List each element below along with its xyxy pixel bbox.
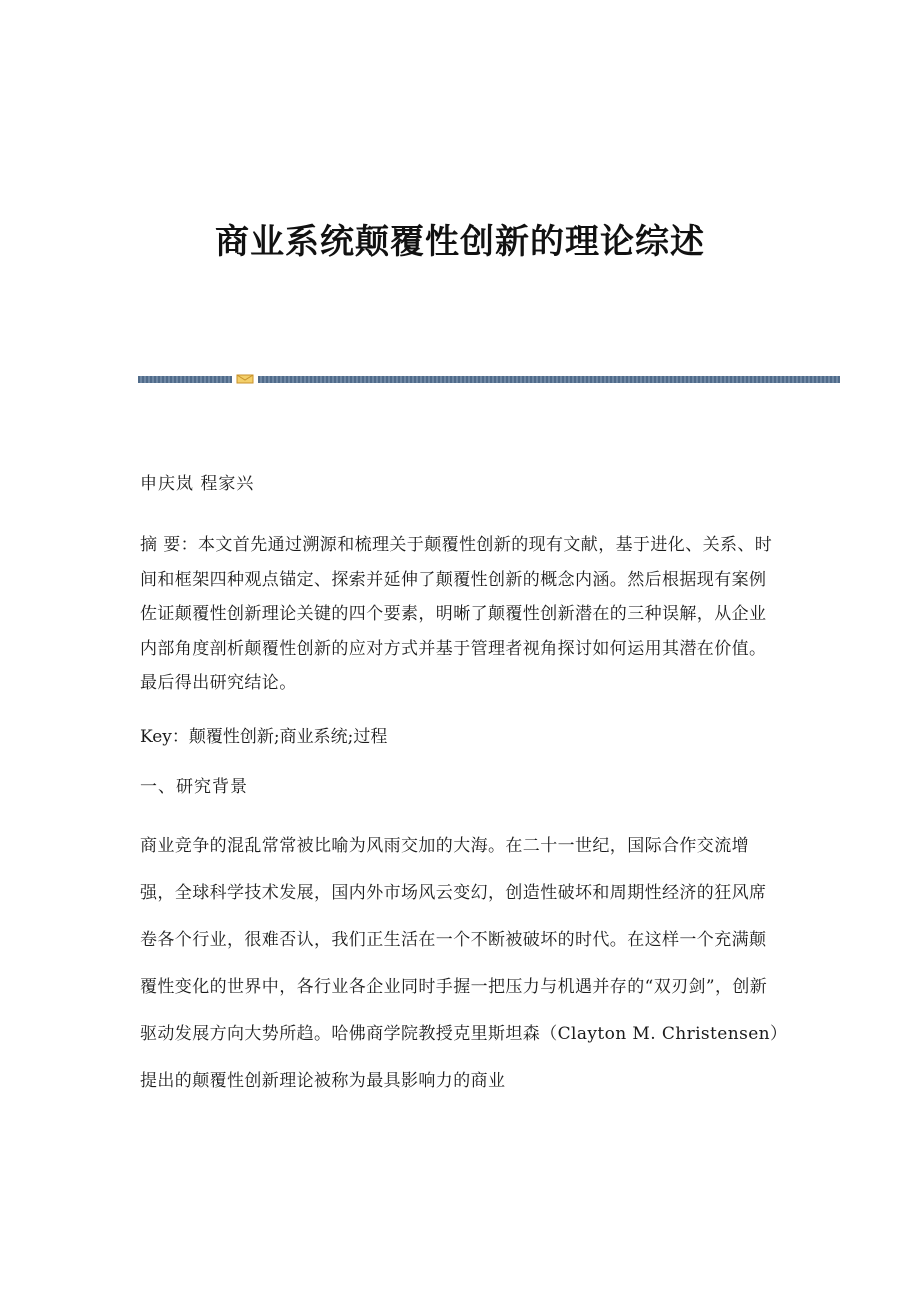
authors-line: 申庆岚 程家兴 [140,474,255,494]
keywords-line: Key：颠覆性创新;商业系统;过程 [140,726,388,747]
divider-bar-right [258,376,840,383]
body-paragraph: 商业竞争的混乱常常被比喻为风雨交加的大海。在二十一世纪，国际合作交流增强，全球科学技术发展，国内外市场风云变幻，创造性破坏和周期性经济的狂风席卷各个行业，很难否认，我们正生活在一个不断被破坏的时代。在这样一个充满颠覆性变化的世界中，各行业各企业同时手握一把压力与机遇并存的“双刃剑”，创新驱动发展方向大势所趋。哈佛商学院教授克里斯坦森（Clayton M. Christensen）提出的颠覆性创新理论被称为最具影响力的商业 [140,835,779,1091]
divider-bar-left [138,376,232,383]
document-body [140,470,780,1105]
envelope-ornament-icon [236,374,254,384]
document-title: 商业系统颠覆性创新的理论综述 [215,222,705,262]
title-divider [138,374,840,384]
section-heading: 一、研究背景 [140,776,248,797]
abstract-paragraph: 摘 要：本文首先通过溯源和梳理关于颠覆性创新的现有文献，基于进化、关系、时间和框架四种观点锚定、探索并延伸了颠覆性创新的概念内涵。然后根据现有案例佐证颠覆性创新理论关键的四个要素，明晰了颠覆性创新潜在的三种误解，从企业内部角度剖析颠覆性创新的应对方式并基于管理者视角探讨如何运用其潜在价值。最后得出研究结论。 [140,535,773,693]
